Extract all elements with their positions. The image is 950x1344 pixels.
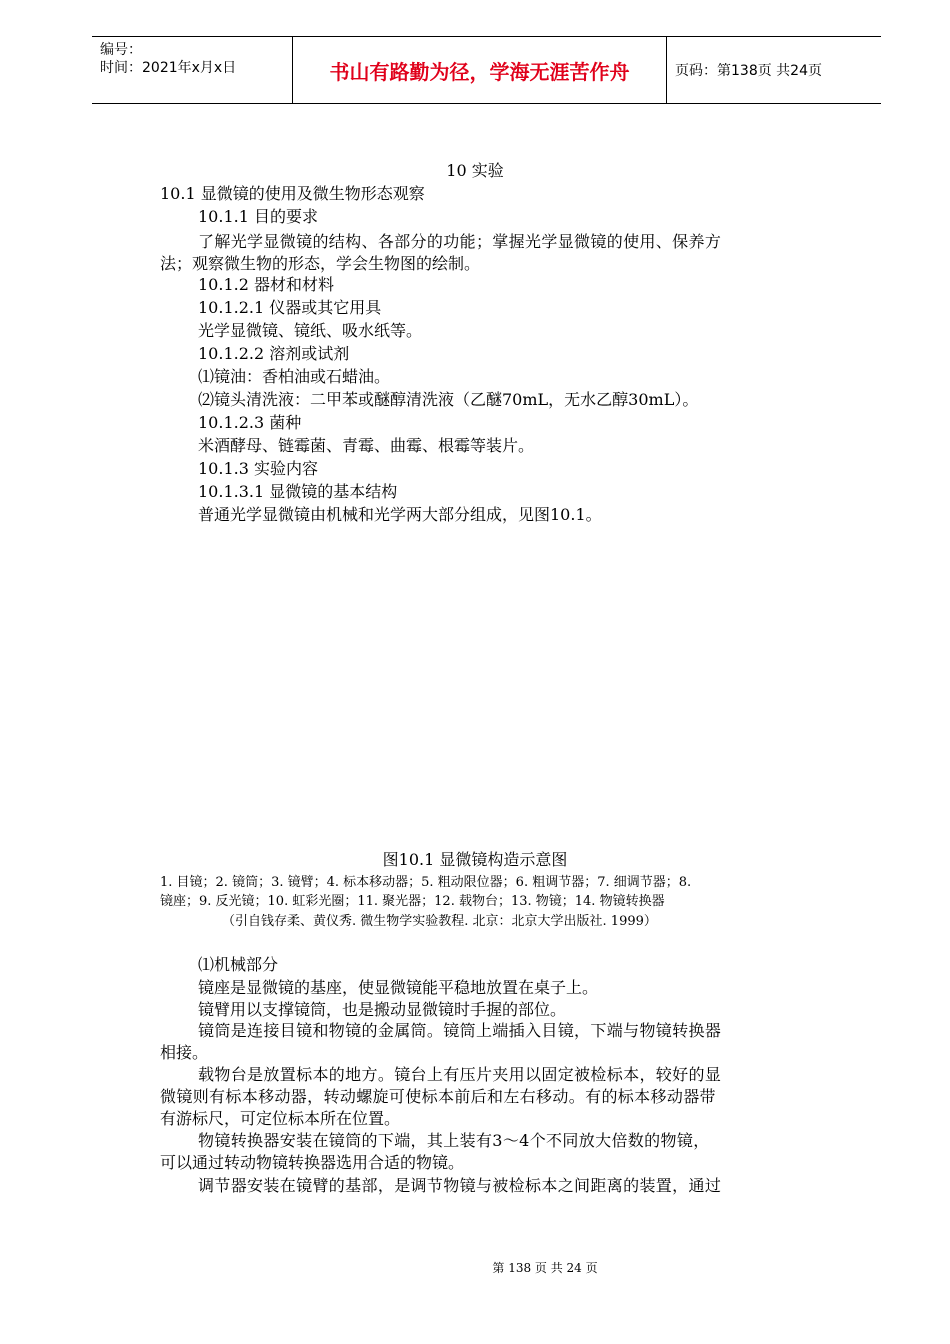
page-header [92,36,881,104]
subsection-heading: 10.1.3 实验内容 [198,459,318,478]
paragraph-line: 微镜则有标本移动器，转动螺旋可使标本前后和左右移动。有的标本移动器带 [160,1087,716,1106]
subsection-heading: ⑴机械部分 [198,955,279,974]
page-footer: 第 138 页 共 24 页 [492,1261,598,1275]
serial-label: 编号： [100,42,142,58]
subsection-heading: 10.1.2.2 溶剂或试剂 [198,344,350,363]
paragraph-line: 了解光学显微镜的结构、各部分的功能；掌握光学显微镜的使用、保养方 [198,232,722,251]
subsection-heading: 10.1.1 目的要求 [198,207,318,226]
paragraph-line: ⑴镜油：香柏油或石蜡油。 [198,367,391,386]
paragraph-line: 光学显微镜、镜纸、吸水纸等。 [198,321,423,340]
paragraph-line: 载物台是放置标本的地方。镜台上有压片夹用以固定被检标本，较好的显 [198,1065,722,1084]
paragraph-line: 调节器安装在镜臂的基部，是调节物镜与被检标本之间距离的装置，通过 [198,1176,722,1195]
subsection-heading: 10.1.3.1 显微镜的基本结构 [198,482,398,501]
paragraph-line: 镜座是显微镜的基座，使显微镜能平稳地放置在桌子上。 [198,978,599,997]
section-heading: 10.1 显微镜的使用及微生物形态观察 [160,184,425,203]
subsection-heading: 10.1.2.3 菌种 [198,413,302,432]
chapter-title: 10 实验 [446,161,504,180]
paragraph-line: 普通光学显微镜由机械和光学两大部分组成，见图10.1。 [198,505,602,524]
paragraph-line: 有游标尺，可定位标本所在位置。 [160,1109,401,1128]
figure-source: （引自钱存柔、黄仪秀. 微生物学实验教程. 北京：北京大学出版社. 1999） [222,914,657,929]
header-meta [92,37,292,103]
subsection-heading: 10.1.2.1 仪器或其它用具 [198,298,382,317]
paragraph-line: 镜臂用以支撑镜筒，也是搬动显微镜时手握的部位。 [198,1000,567,1019]
paragraph-line: 相接。 [160,1043,209,1062]
paragraph-line: 镜筒是连接目镜和物镜的金属筒。镜筒上端插入目镜，下端与物镜转换器 [198,1021,722,1040]
time-label: 时间：2021年x月x日 [100,60,237,76]
subsection-heading: 10.1.2 器材和材料 [198,275,334,294]
paragraph-line: 法；观察微生物的形态，学会生物图的绘制。 [160,254,481,273]
figure-legend-line: 1. 目镜；2. 镜筒；3. 镜臂；4. 标本移动器；5. 粗动限位器；6. 粗调节器；7. 细调节器；8. [160,875,692,890]
paragraph-line: 米酒酵母、链霉菌、青霉、曲霉、根霉等装片。 [198,436,535,455]
figure-legend-line: 镜座；9. 反光镜；10. 虹彩光圈；11. 聚光器；12. 载物台；13. 物镜；14. 物镜转换器 [160,894,665,909]
paragraph-line: 可以通过转动物镜转换器选用合适的物镜。 [160,1153,465,1172]
header-page-info: 页码：第138页 共24页 [675,63,822,79]
paragraph-line: 物镜转换器安装在镜筒的下端，其上装有3～4个不同放大倍数的物镜， [198,1131,710,1150]
figure-caption: 图10.1 显微镜构造示意图 [382,850,568,869]
header-motto: 书山有路勤为径，学海无涯苦作舟 [292,37,667,103]
paragraph-line: ⑵镜头清洗液：二甲苯或醚醇清洗液（乙醚70mL，无水乙醇30mL）。 [198,390,699,409]
